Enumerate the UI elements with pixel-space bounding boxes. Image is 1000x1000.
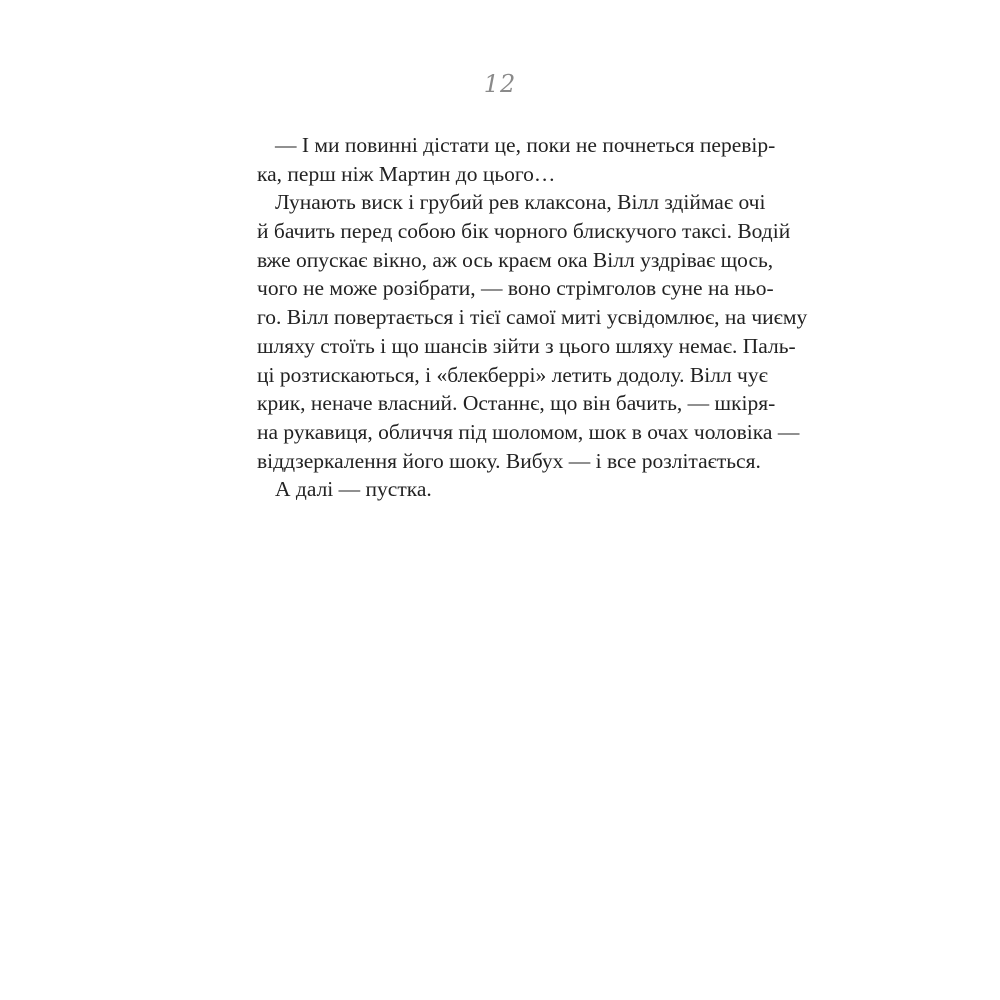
body-text — [257, 131, 808, 504]
text-line: вже опускає вікно, аж ось краєм ока Вілл уздріває щось, — [257, 247, 774, 272]
text-line: віддзеркалення його шоку. Вибух — і все розлітається. — [257, 448, 761, 473]
text-line: ка, перш ніж Мартин до цього… — [257, 161, 556, 186]
text-line: А далі — пустка. — [275, 477, 432, 502]
text-line: крик, неначе власний. Останнє, що він бачить, — шкіря- — [257, 391, 776, 416]
text-line: ці розтискаються, і «блекберрі» летить додолу. Вілл чує — [257, 362, 768, 387]
text-line: го. Вілл повертається і тієї самої миті усвідомлює, на чиєму — [257, 305, 808, 330]
text-line: Лунають виск і грубий рев клаксона, Вілл здіймає очі — [275, 190, 766, 215]
text-line: на рукавиця, обличчя під шоломом, шок в очах чоловіка — — [257, 419, 800, 444]
text-line: — І ми повинні дістати це, поки не почнеться перевір- — [275, 133, 776, 157]
page-number: 12 — [483, 70, 517, 98]
text-line: чого не може розібрати, — воно стрімголов суне на ньо- — [257, 276, 774, 301]
text-line: шляху стоїть і що шансів зійти з цього шляху немає. Паль- — [257, 333, 796, 358]
text-line: й бачить перед собою бік чорного блискучого таксі. Водій — [257, 219, 791, 244]
